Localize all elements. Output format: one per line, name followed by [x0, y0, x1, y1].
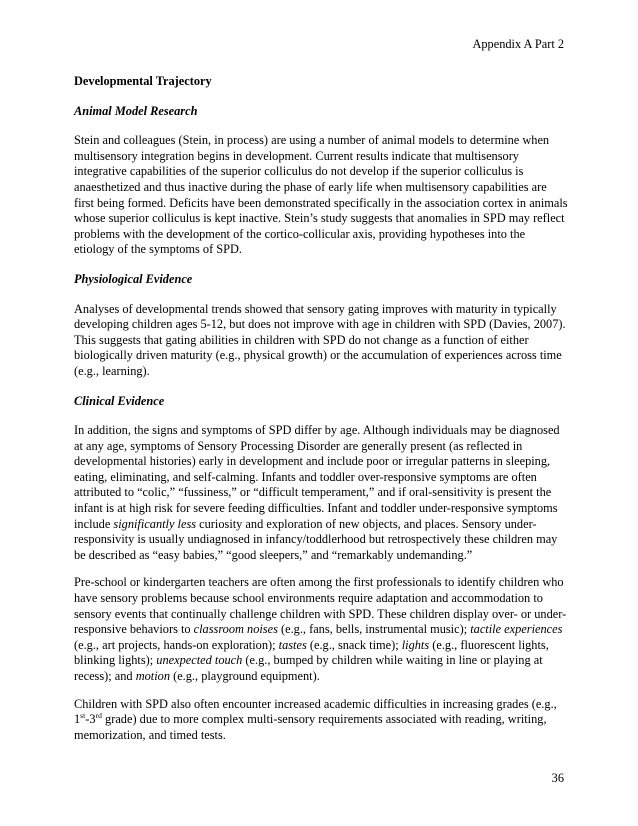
text-run: curiosity and exploration of new objects, and places. Sensory under-responsivity is usually undiagnosed in infancy/toddlerhood but retrospectively these children may be described as “easy babies,” “good sleepers,” and “remarkably undemanding.”	[74, 516, 558, 562]
paragraph-physiological: Analyses of developmental trends showed that sensory gating improves with maturity in typically developing children ages 5-12, but does not improve with age in children with SPD (Davies, 2007). This suggests that gating abilities in children with SPD do not change as a function of either biologically driven maturity (e.g., physical growth) or the accumulation of experiences across time (e.g., learning).	[74, 301, 566, 378]
running-header: Appendix A Part 2	[472, 37, 564, 51]
emphasis-text: significantly less	[113, 516, 197, 531]
page-number: 36	[551, 771, 564, 785]
text-run: (e.g., fans, bells, instrumental music);	[277, 622, 471, 637]
text-run: Pre-school or kindergarten teachers are often among the first professionals to identify children who have sensory problems because school environments require adaptation and accommodation to sensory events that continually challenge children with SPD. These children display over- or under-responsive behaviors to	[74, 575, 567, 637]
text-run: grade) due to more complex multi-sensory requirements associated with reading, writing, memorization, and timed tests.	[74, 712, 547, 742]
main-content	[74, 74, 568, 743]
text-run: (e.g., bumped by children while waiting in line or playing at recess); and	[74, 653, 543, 683]
text-run: (e.g., art projects, hands-on exploration);	[74, 637, 279, 652]
superscript: st	[80, 711, 86, 721]
text-run: (e.g., fluorescent lights, blinking lights);	[74, 637, 549, 668]
text-run: (e.g., playground equipment).	[170, 669, 320, 683]
emphasis-text: classroom noises	[193, 622, 278, 637]
section-title: Developmental Trajectory	[74, 74, 212, 88]
emphasis-text: motion	[135, 669, 170, 683]
text-run: -3	[85, 712, 96, 727]
subhead-clinical: Clinical Evidence	[74, 393, 165, 408]
text-run: In addition, the signs and symptoms of SPD differ by age. Although individuals may be diagnosed at any age, symptoms of Sensory Processing Disorder are generally present (as reflected in developmental histories) early in development and include poor or irregular patterns in sleeping, eating, eliminating, and self-calming. Infants and toddler over-responsive symptoms are often attributed to “colic,” “fussiness,” or “difficult temperament,” and if oral-sensitivity is present the infant is at high risk for severe feeding difficulties. Infant and toddler under-responsive symptoms include	[74, 423, 560, 531]
superscript: rd	[95, 711, 102, 721]
paragraph-academic	[74, 697, 568, 744]
paragraph-animal-model: Stein and colleagues (Stein, in process) are using a number of animal models to determine when multisensory integration begins in development. Current results indicate that multisensory integrative capabilities of the superior colliculus do not develop if the superior colliculus is anaesthetized and thus inactive during the phase of early life when multisensory capabilities are first being formed. Deficits have been demonstrated specifically in the association cortex in animals whose superior colliculus is kept inactive. Stein’s study suggests that anomalies in SPD may reflect problems with the development of the cortico-collicular axis, providing hypotheses into the etiology of the symptoms of SPD.	[74, 133, 568, 257]
emphasis-text: lights	[401, 637, 430, 652]
subhead-physiological: Physiological Evidence	[74, 271, 193, 286]
emphasis-text: tactile experiences	[470, 622, 563, 637]
text-run: (e.g., snack time);	[306, 637, 402, 652]
subhead-animal-model: Animal Model Research	[74, 103, 198, 118]
paragraph-clinical-age	[74, 423, 568, 563]
text-run: Children with SPD also often encounter increased academic difficulties in increasing grades (e.g., 1	[74, 696, 557, 727]
paragraph-preschool	[74, 575, 568, 684]
emphasis-text: tastes	[278, 637, 307, 652]
emphasis-text: unexpected touch	[156, 653, 243, 668]
